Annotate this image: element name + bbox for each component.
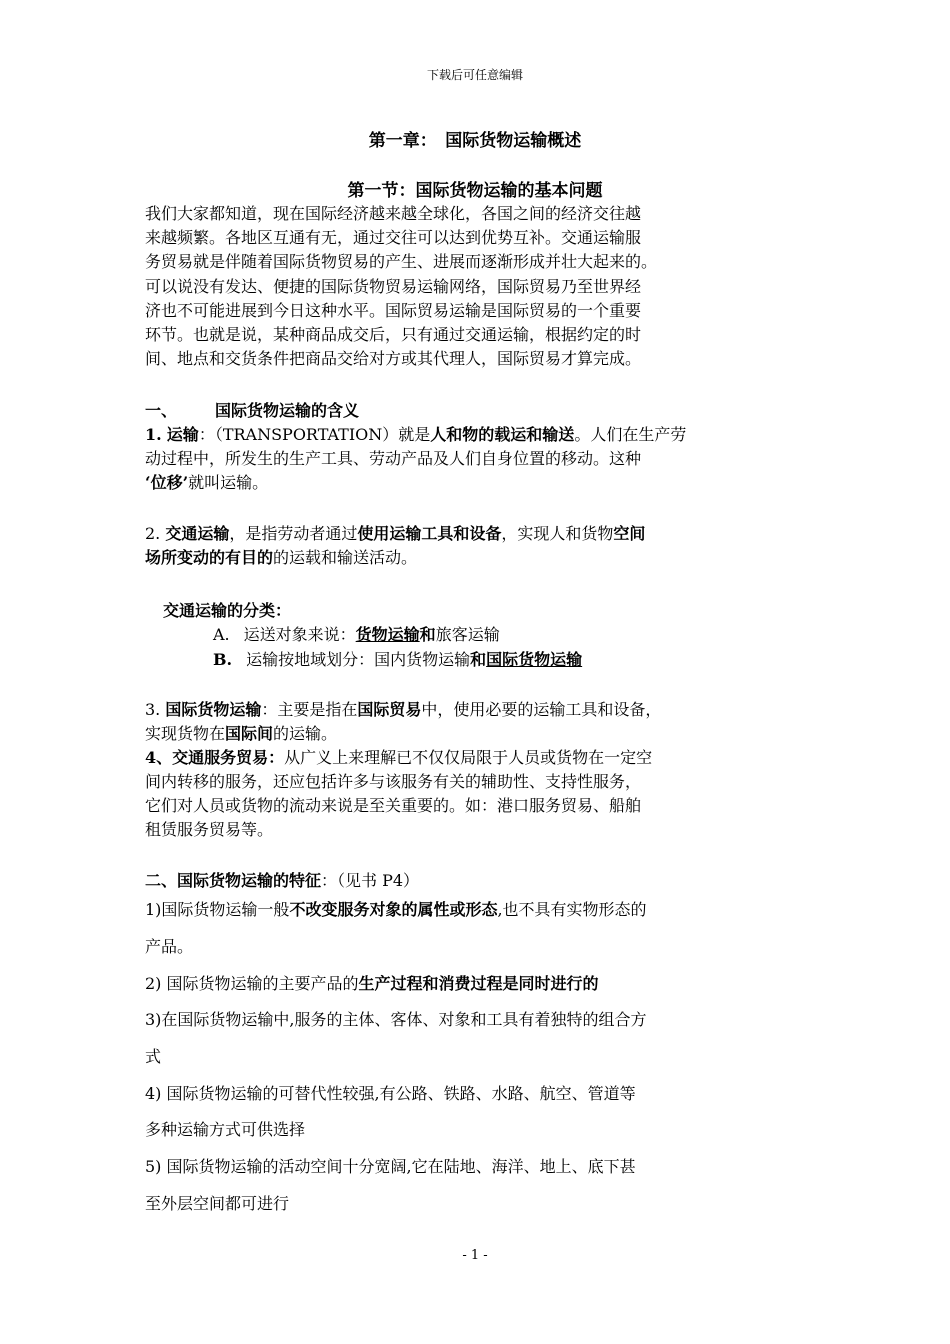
intro-line: 济也不可能进展到今日这种水平。国际贸易运输是国际贸易的一个重要 xyxy=(145,300,642,320)
def4-text-1: 从广义上来理解已不仅仅局限于人员或货物在一定空 xyxy=(284,748,653,767)
heading-2-text: 二、国际货物运输的特征 xyxy=(145,871,322,890)
definition-4-line-4: 租赁服务贸易等。 xyxy=(145,820,274,839)
item-a-text: 运送对象来说： xyxy=(243,625,356,644)
feature-5-line-1: 5) 国际货物运输的活动空间十分宽阔,它在陆地、海洋、地上、底下甚 xyxy=(145,1157,636,1176)
intro-line: 务贸易就是伴随着国际货物贸易的产生、进展而逐渐形成并壮大起来的。 xyxy=(145,252,658,272)
feature-1-line-1 xyxy=(145,898,785,922)
feature-4-line-1: 4) 国际货物运输的可替代性较强,有公路、铁路、水路、航空、管道等 xyxy=(145,1084,636,1103)
definition-1-line-2: 动过程中，所发生的生产工具、劳动产品及人们自身位置的移动。这种 xyxy=(145,449,642,468)
def2-number: 2. xyxy=(145,524,161,543)
feature-2-text: 2) 国际货物运输的主要产品的 xyxy=(145,974,359,993)
feature-2 xyxy=(145,972,785,996)
def2-bold-1: 使用运输工具和设备 xyxy=(357,524,502,543)
item-b-text: 运输按地域划分：国内货物运输 xyxy=(246,650,471,669)
feature-3-line-1: 3)在国际货物运输中,服务的主体、客体、对象和工具有着独特的组合方 xyxy=(145,1010,647,1029)
def2-bold-2: 空间 xyxy=(613,524,646,543)
def4-term: 4、交通服务贸易： xyxy=(145,748,285,767)
definition-4-line-2: 间内转移的服务，还应包括许多与该服务有关的辅助性、支持性服务， xyxy=(145,772,642,791)
definition-1-line-3 xyxy=(145,471,785,495)
chapter-title: 第一章： 国际货物运输概述 xyxy=(368,131,582,151)
def2-bold-3: 场所变动的有目的 xyxy=(145,548,274,567)
feature-5-line-2: 至外层空间都可进行 xyxy=(145,1194,290,1213)
classification-item-b xyxy=(213,648,853,672)
feature-1-bold: 不改变服务对象的属性或形态 xyxy=(289,900,498,919)
def3-text-3: 实现货物在 xyxy=(145,724,226,743)
section-title: 第一节：国际货物运输的基本问题 xyxy=(347,181,603,201)
def3-text-1: ：主要是指在 xyxy=(261,700,358,719)
heading-1 xyxy=(145,399,785,423)
def1-text-1: ：（TRANSPORTATION）就是 xyxy=(198,425,431,444)
definition-2-line-1 xyxy=(145,522,785,546)
intro-line: 可以说没有发达、便捷的国际货物贸易运输网络，国际贸易乃至世界经 xyxy=(145,276,642,296)
intro-line: 来越频繁。各地区互通有无，通过交往可以达到优势互补。交通运输服 xyxy=(145,228,642,248)
definition-4-line-3: 它们对人员或货物的流动来说是至关重要的。如：港口服务贸易、船舶 xyxy=(145,796,642,815)
item-a-and: 和 xyxy=(419,625,436,644)
definition-4-line-1 xyxy=(145,746,785,770)
def1-term: 运输 xyxy=(166,425,199,444)
item-b-underlined: 国际货物运输 xyxy=(486,650,583,669)
heading-1-number: 一、 xyxy=(145,401,178,420)
heading-1-text: 国际货物运输的含义 xyxy=(215,401,360,420)
def3-bold-1: 国际贸易 xyxy=(357,700,422,719)
classification-item-a xyxy=(213,623,853,647)
definition-3-line-1 xyxy=(145,698,785,722)
heading-2 xyxy=(145,869,785,893)
def1-text-3: 就叫运输。 xyxy=(188,473,269,492)
heading-2-ref: ：（见书 P4） xyxy=(321,871,420,890)
intro-line: 环节。也就是说，某种商品成交后，只有通过交通运输，根据约定的时 xyxy=(145,325,642,344)
item-b-label: B. xyxy=(213,650,233,669)
item-a-end: 旅客运输 xyxy=(435,625,500,644)
def2-text-3: 的运载和输送活动。 xyxy=(273,548,418,567)
feature-1-text-2: ,也不具有实物形态的 xyxy=(497,900,647,919)
def3-term: 国际货物运输 xyxy=(165,700,262,719)
def2-text-2: ，实现人和货物 xyxy=(501,524,614,543)
def3-text-2: 中，使用必要的运输工具和设备， xyxy=(421,700,662,719)
def1-bold-2: ‘位移’ xyxy=(145,473,189,492)
def3-bold-2: 国际间 xyxy=(225,724,274,743)
def1-number: 1. xyxy=(145,425,162,444)
feature-4-line-2: 多种运输方式可供选择 xyxy=(145,1120,306,1139)
item-a-label: A. xyxy=(213,625,230,644)
def3-text-4: 的运输。 xyxy=(273,724,338,743)
def1-text-2: 。人们在生产劳 xyxy=(574,425,687,444)
def2-term: 交通运输 xyxy=(165,524,230,543)
page-number: - 1 - xyxy=(462,1248,488,1263)
feature-2-bold: 生产过程和消费过程是同时进行的 xyxy=(358,974,599,993)
def2-text-1: ，是指劳动者通过 xyxy=(229,524,358,543)
definition-3-line-2 xyxy=(145,722,785,746)
feature-3-line-2: 式 xyxy=(145,1047,162,1066)
intro-line: 间、地点和交货条件把商品交给对方或其代理人，国际贸易才算完成。 xyxy=(145,349,642,369)
feature-1-text-1: 1)国际货物运输一般 xyxy=(145,900,290,919)
page-header: 下载后可任意编辑 xyxy=(426,68,523,82)
definition-1-line-1 xyxy=(145,423,785,447)
intro-line: 我们大家都知道，现在国际经济越来越全球化，各国之间的经济交往越 xyxy=(145,204,642,223)
def1-bold-1: 人和物的载运和输送 xyxy=(430,425,575,444)
classification-title: 交通运输的分类： xyxy=(163,601,292,620)
feature-1-line-2: 产品。 xyxy=(145,937,194,956)
definition-2-line-2 xyxy=(145,546,785,570)
def3-number: 3. xyxy=(145,700,161,719)
item-a-underlined: 货物运输 xyxy=(355,625,420,644)
item-b-and: 和 xyxy=(470,650,487,669)
